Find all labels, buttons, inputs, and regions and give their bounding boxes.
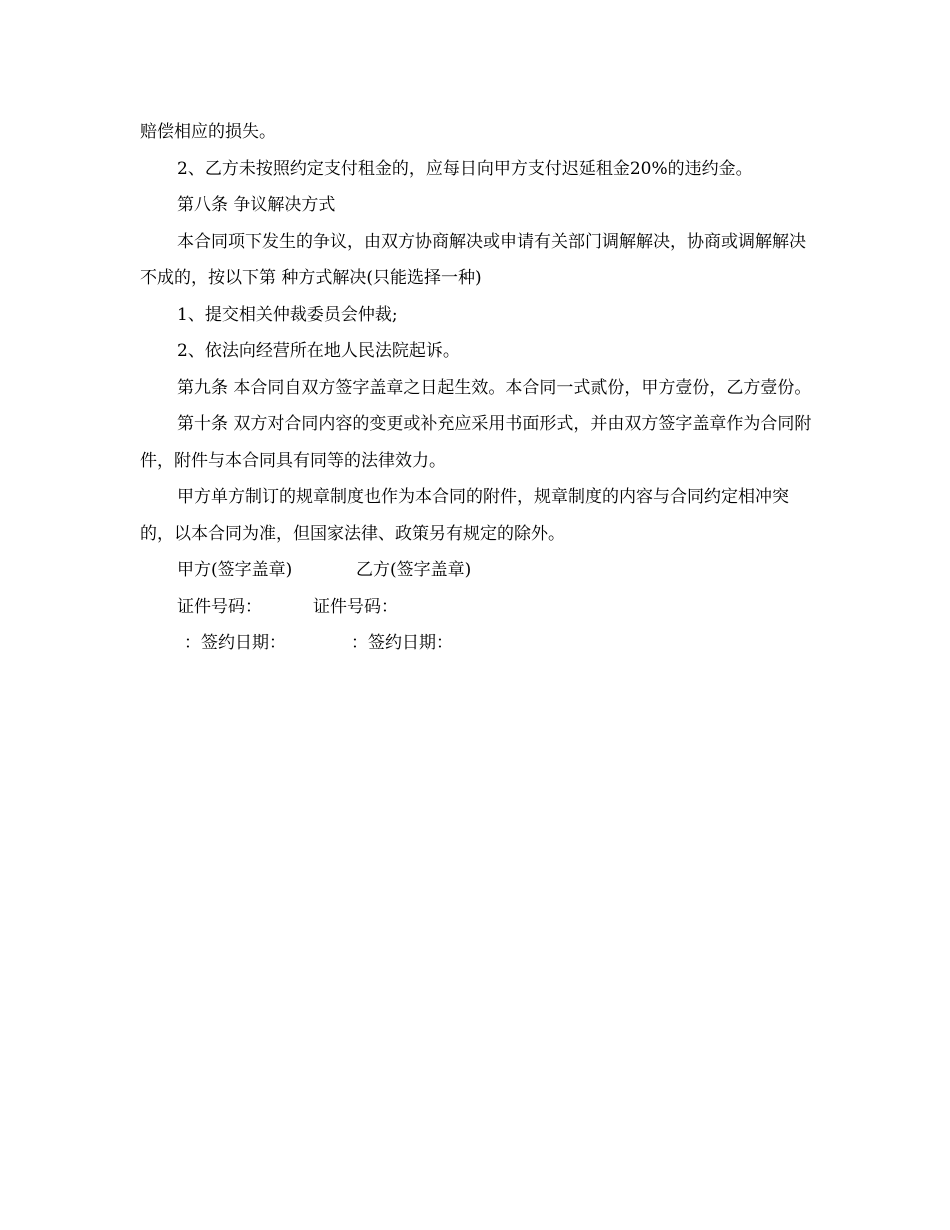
document-body: [140, 114, 820, 662]
party-b-id-label: 证件号码：: [313, 596, 398, 617]
sign-date-row: [140, 625, 820, 662]
party-b-date-label: ：签约日期：: [351, 633, 453, 653]
paragraph-rent-penalty: 2、乙方未按照约定支付租金的，应每日向甲方支付迟延租金20%的违约金。: [177, 158, 753, 179]
party-a-id-label: 证件号码：: [177, 596, 262, 617]
paragraph-article-10: 第十条 双方对合同内容的变更或补充应采用书面形式，并由双方签字盖章作为合同附件，附件与本合同具有同等的法律效力。: [140, 414, 812, 471]
signature-row: [140, 552, 820, 589]
party-b-signature-label: 乙方(签字盖章): [356, 560, 472, 580]
paragraph-dispute-resolution: 本合同项下发生的争议，由双方协商解决或申请有关部门调解解决，协商或调解解决不成的，按以下第 种方式解决(只能选择一种): [140, 231, 806, 288]
id-number-row: [140, 589, 820, 626]
list-item-arbitration: 1、提交相关仲裁委员会仲裁;: [177, 304, 398, 325]
heading-article-8: 第八条 争议解决方式: [177, 195, 336, 215]
list-item-litigation: 2、依法向经营所在地人民法院起诉。: [177, 341, 460, 361]
paragraph-compensation-continued: 赔偿相应的损失。: [140, 122, 276, 142]
paragraph-article-9: 第九条 本合同自双方签字盖章之日起生效。本合同一式贰份，甲方壹份，乙方壹份。: [177, 377, 812, 398]
party-a-signature-label: 甲方(签字盖章): [177, 560, 293, 580]
paragraph-rules-attachment: 甲方单方制订的规章制度也作为本合同的附件，规章制度的内容与合同约定相冲突的，以本合同为准，但国家法律、政策另有规定的除外。: [140, 487, 789, 544]
party-a-date-label: ：签约日期：: [184, 633, 286, 653]
